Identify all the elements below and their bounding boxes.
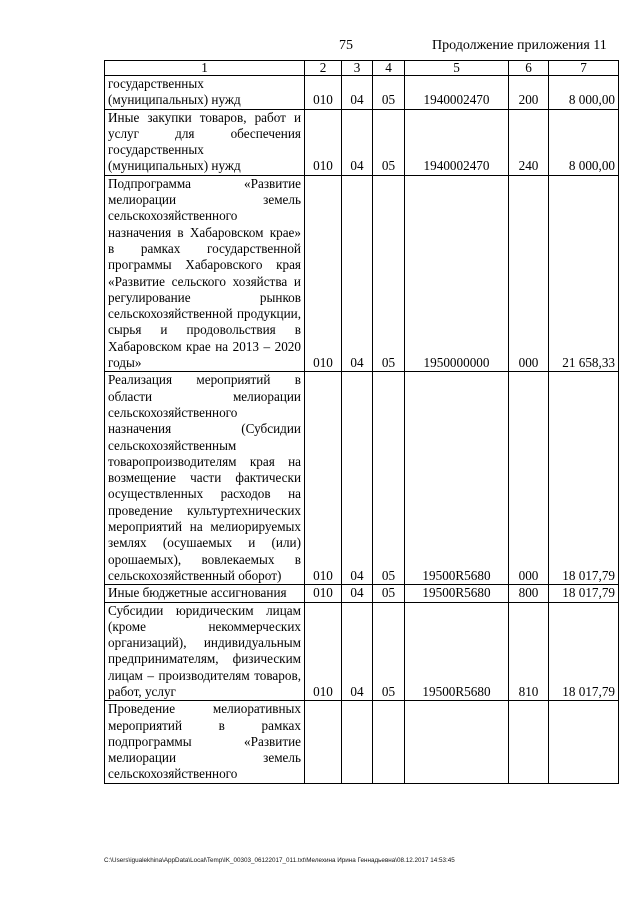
admin-code-cell: 010 <box>305 76 342 110</box>
expense-type-cell: 800 <box>509 585 549 602</box>
subsection-cell: 05 <box>373 109 405 175</box>
column-header: 2 <box>305 61 342 76</box>
file-path-footer: C:\Users\igualekhina\AppData\Local\Temp\IK_00303_06122017_011.txt\Мелехина Ирина Геннадьевна\08.12.2017 14:53:45 <box>104 857 455 864</box>
expense-type-cell <box>509 701 549 783</box>
subsection-cell: 05 <box>373 602 405 701</box>
row-name-cell: Реализация мероприятий в области мелиорации сельскохозяйственного назначения (Субсидии сельскохозяйственным товаропроизводителям края на возмещение части фактически осуществленных расходов на проведение культуртехнических мероприятий на мелиорируемых землях (осушаемых и (или) орошаемых), вовлекаемых в сельскохозяйственный оборот) <box>105 372 305 585</box>
row-name-cell: Иные бюджетные ассигнования <box>105 585 305 602</box>
target-article-cell: 19500R5680 <box>405 602 509 701</box>
expense-type-cell: 000 <box>509 175 549 372</box>
table-row <box>105 701 619 783</box>
target-article-cell: 1940002470 <box>405 109 509 175</box>
amount-cell: 8 000,00 <box>549 76 619 110</box>
section-cell: 04 <box>342 585 373 602</box>
expense-type-cell: 240 <box>509 109 549 175</box>
expense-type-cell: 000 <box>509 372 549 585</box>
subsection-cell: 05 <box>373 175 405 372</box>
budget-table <box>104 60 619 784</box>
amount-cell: 18 017,79 <box>549 585 619 602</box>
admin-code-cell: 010 <box>305 602 342 701</box>
amount-cell: 21 658,33 <box>549 175 619 372</box>
row-name-cell: Иные закупки товаров, работ и услуг для обеспечения государственных (муниципальных) нужд <box>105 109 305 175</box>
row-name-cell: Субсидии юридическим лицам (кроме некоммерческих организаций), индивидуальным предпринимателям, физическим лицам – производителям товаров, работ, услуг <box>105 602 305 701</box>
table-row <box>105 76 619 110</box>
section-cell <box>342 701 373 783</box>
amount-cell: 18 017,79 <box>549 602 619 701</box>
admin-code-cell: 010 <box>305 109 342 175</box>
section-cell: 04 <box>342 602 373 701</box>
section-cell: 04 <box>342 175 373 372</box>
row-name-cell: государственных (муниципальных) нужд <box>105 76 305 110</box>
admin-code-cell: 010 <box>305 175 342 372</box>
target-article-cell: 19500R5680 <box>405 372 509 585</box>
amount-cell: 8 000,00 <box>549 109 619 175</box>
section-cell: 04 <box>342 109 373 175</box>
admin-code-cell <box>305 701 342 783</box>
column-header: 6 <box>509 61 549 76</box>
expense-type-cell: 200 <box>509 76 549 110</box>
row-name-cell: Подпрограмма «Развитие мелиорации земель сельскохозяйственного назначения в Хабаровском крае» в рамках государственной программы Хабаровского края «Развитие сельского хозяйства и регулирование рынков сельскохозяйственной продукции, сырья и продовольствия в Хабаровском крае на 2013 – 2020 годы» <box>105 175 305 372</box>
column-header: 4 <box>373 61 405 76</box>
target-article-cell <box>405 701 509 783</box>
target-article-cell: 19500R5680 <box>405 585 509 602</box>
section-cell: 04 <box>342 76 373 110</box>
table-row <box>105 602 619 701</box>
subsection-cell <box>373 701 405 783</box>
column-header: 7 <box>549 61 619 76</box>
page-header <box>0 38 640 56</box>
row-name-cell: Проведение мелиоративных мероприятий в рамках подпрограммы «Развитие мелиорации земель сельскохозяйственного <box>105 701 305 783</box>
subsection-cell: 05 <box>373 372 405 585</box>
subsection-cell: 05 <box>373 585 405 602</box>
column-header: 1 <box>105 61 305 76</box>
table-row <box>105 175 619 372</box>
expense-type-cell: 810 <box>509 602 549 701</box>
subsection-cell: 05 <box>373 76 405 110</box>
column-header: 3 <box>342 61 373 76</box>
admin-code-cell: 010 <box>305 372 342 585</box>
target-article-cell: 1940002470 <box>405 76 509 110</box>
target-article-cell: 1950000000 <box>405 175 509 372</box>
section-cell: 04 <box>342 372 373 585</box>
page-number: 75 <box>339 38 353 53</box>
column-number-row <box>105 61 619 76</box>
table-row <box>105 372 619 585</box>
table-row <box>105 109 619 175</box>
amount-cell: 18 017,79 <box>549 372 619 585</box>
amount-cell <box>549 701 619 783</box>
column-header: 5 <box>405 61 509 76</box>
continuation-note: Продолжение приложения 11 <box>432 38 607 53</box>
table-row <box>105 585 619 602</box>
admin-code-cell: 010 <box>305 585 342 602</box>
